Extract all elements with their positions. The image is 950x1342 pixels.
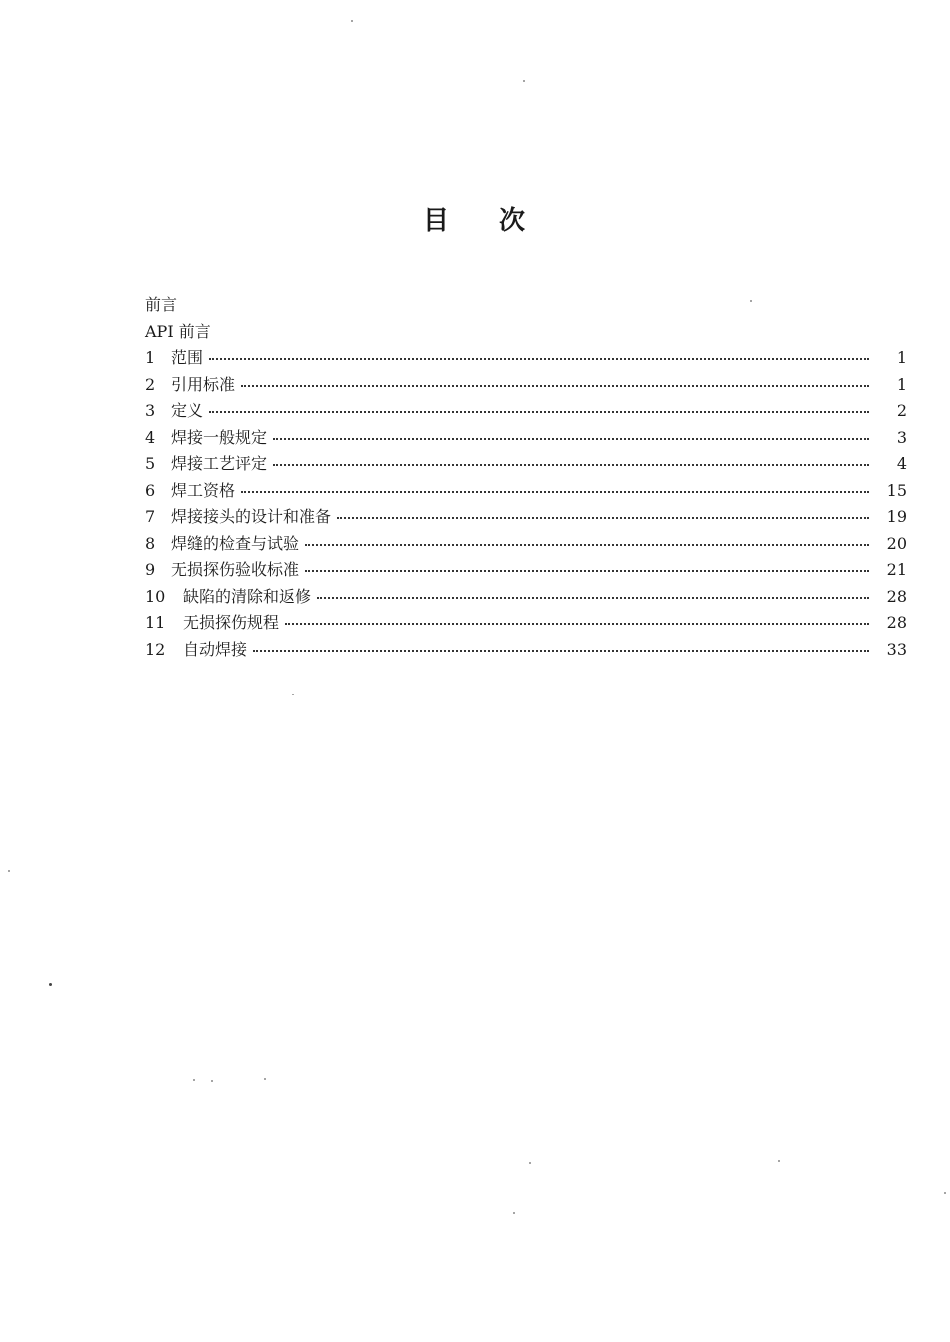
toc-entry-page: 20: [886, 533, 907, 553]
toc-preface: 前言: [145, 295, 178, 314]
dot-leader: [337, 517, 869, 519]
dot-leader: [317, 597, 869, 599]
toc-entry-label: 自动焊接: [183, 639, 248, 659]
toc-entry: [145, 531, 907, 558]
toc-entry-number: 1: [145, 348, 156, 367]
toc-entry-label: 无损探伤验收标准: [171, 560, 300, 579]
scan-speck: [529, 1162, 531, 1164]
toc-entry-label: 焊接一般规定: [171, 427, 268, 447]
toc-entry: [145, 345, 907, 372]
toc-entry: [145, 504, 907, 531]
toc-entry: [145, 451, 907, 478]
dot-leader: [209, 358, 869, 360]
toc-entry-number: 5: [145, 454, 156, 473]
toc-entry-page: 3: [896, 427, 907, 447]
toc-entry-page: 21: [886, 560, 907, 579]
toc-entry-label: 焊接工艺评定: [171, 454, 268, 473]
dot-leader: [305, 544, 869, 546]
scan-speck: [292, 694, 294, 695]
scan-speck: [944, 1192, 946, 1194]
dot-leader: [209, 411, 869, 413]
toc-entry-number: 8: [145, 533, 156, 553]
dot-leader: [273, 464, 869, 466]
toc-entry-number: 2: [145, 374, 156, 394]
toc-entry-number: 6: [145, 480, 156, 500]
page-title: [0, 200, 950, 237]
toc-entry-label: 引用标准: [171, 374, 236, 394]
toc-entry: [145, 637, 907, 664]
title-char-1: 目: [422, 206, 451, 236]
toc-entry-number: 9: [145, 560, 156, 579]
table-of-contents: [145, 292, 907, 663]
toc-entry-label: 定义: [171, 401, 204, 420]
toc-entry-number: 7: [145, 507, 156, 526]
toc-entry-page: 2: [896, 401, 907, 420]
toc-entry-page: 15: [886, 480, 907, 500]
toc-entry-page: 33: [886, 639, 907, 659]
toc-entry-label: 无损探伤规程: [183, 613, 280, 632]
toc-entry: [145, 557, 907, 584]
dot-leader: [273, 438, 869, 440]
scan-speck: [513, 1212, 515, 1214]
toc-entry-label: 焊缝的检查与试验: [171, 533, 300, 553]
toc-entry-number: 12: [145, 639, 166, 659]
toc-api-preface: API 前言: [145, 321, 211, 341]
dot-leader: [241, 385, 869, 387]
toc-entry-label: 范围: [171, 348, 204, 367]
toc-entry-number: 3: [145, 401, 156, 420]
dot-leader: [241, 491, 869, 493]
scan-speck: [778, 1160, 780, 1162]
scan-speck: [49, 983, 52, 986]
toc-entry-number: 4: [145, 427, 156, 447]
scan-speck: [8, 870, 10, 872]
toc-entry-number: 11: [145, 613, 166, 632]
toc-entry-page: 1: [896, 348, 907, 367]
scan-speck: [264, 1078, 266, 1080]
toc-entry-label: 焊工资格: [171, 480, 236, 500]
toc-entry-page: 4: [896, 454, 907, 473]
toc-entry-number: 10: [145, 586, 166, 606]
title-char-2: 次: [499, 206, 528, 236]
scan-speck: [750, 300, 752, 302]
toc-entry: [145, 478, 907, 505]
scan-speck: [351, 20, 353, 22]
toc-entry-page: 28: [886, 613, 907, 632]
toc-entry-page: 19: [886, 507, 907, 526]
toc-entry: [145, 425, 907, 452]
toc-entry: [145, 584, 907, 611]
toc-entry-label: 缺陷的清除和返修: [183, 586, 312, 606]
scan-speck: [523, 80, 525, 82]
dot-leader: [285, 623, 869, 625]
toc-entry: [145, 372, 907, 399]
scan-speck: [193, 1079, 195, 1081]
toc-entry-page: 1: [896, 374, 907, 394]
toc-entry: [145, 610, 907, 637]
toc-entry-page: 28: [886, 586, 907, 606]
toc-entry: [145, 398, 907, 425]
scan-speck: [211, 1080, 213, 1082]
toc-entry-label: 焊接接头的设计和准备: [171, 507, 332, 526]
dot-leader: [253, 650, 869, 652]
dot-leader: [305, 570, 869, 572]
